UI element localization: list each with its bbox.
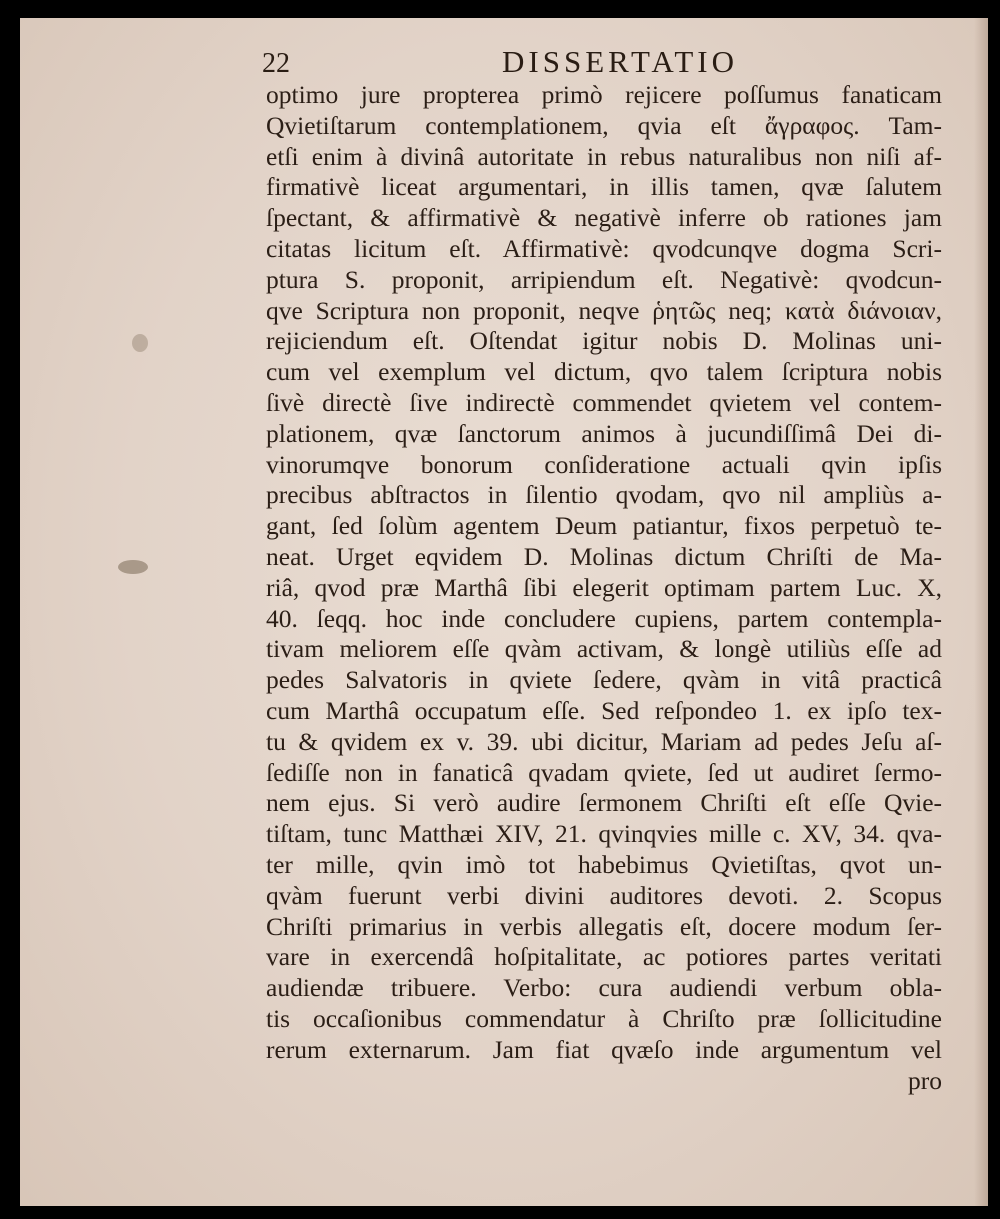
text-line: cum vel exemplum vel dictum, qvo talem ſcriptura nobis	[266, 357, 942, 387]
text-line: plationem, qvæ ſanctorum animos à jucundiſſimâ Dei di-	[266, 418, 942, 448]
running-head: DISSERTATIO	[502, 44, 738, 79]
text-line: audiendæ tribuere. Verbo: cura audiendi verbum obla-	[266, 973, 942, 1003]
ink-blot	[132, 334, 148, 352]
text-line: firmativè liceat argumentari, in illis tamen, qvæ ſalutem	[266, 172, 942, 202]
ink-blot	[118, 560, 148, 574]
text-line: ſpectant, & affirmativè & negativè inferre ob rationes jam	[266, 203, 942, 233]
page-header	[262, 44, 962, 84]
text-line: gant, ſed ſolùm agentem Deum patiantur, fixos perpetuò te-	[266, 511, 942, 541]
book-page	[20, 18, 988, 1206]
text-line: vinorumqve bonorum conſideratione actuali qvin ipſis	[266, 449, 942, 479]
text-line: neat. Urget eqvidem D. Molinas dictum Chriſti de Ma-	[266, 541, 942, 571]
text-line: tu & qvidem ex v. 39. ubi dicitur, Mariam ad pedes Jeſu aſ-	[266, 726, 942, 756]
text-line: qvàm fuerunt verbi divini auditores devoti. 2. Scopus	[266, 880, 942, 910]
text-line: ptura S. proponit, arripiendum eſt. Negativè: qvodcun-	[266, 264, 942, 294]
text-line: ſediſſe non in fanaticâ qvadam qviete, ſed ut audiret ſermo-	[266, 757, 942, 787]
text-line: ter mille, qvin imò tot habebimus Qvietiſtas, qvot un-	[266, 849, 942, 879]
text-line: pedes Salvatoris in qviete ſedere, qvàm in vitâ practicâ	[266, 665, 942, 695]
text-line: citatas licitum eſt. Affirmativè: qvodcunqve dogma Scri-	[266, 233, 942, 263]
page-number: 22	[262, 48, 290, 79]
text-line: etſi enim à divinâ autoritate in rebus naturalibus non niſi af-	[266, 141, 942, 171]
text-line: rerum externarum. Jam fiat qvæſo inde argumentum vel	[266, 1034, 942, 1064]
text-line: nem ejus. Si verò audire ſermonem Chriſti eſt eſſe Qvie-	[266, 788, 942, 818]
text-line: ſivè directè ſive indirectè commendet qvietem vel contem-	[266, 387, 942, 417]
text-line: rejiciendum eſt. Oſtendat igitur nobis D. Molinas uni-	[266, 326, 942, 356]
body-text	[266, 80, 942, 1096]
text-line: qve Scriptura non proponit, neqve ῥητῶς neq; κατὰ διάνοιαν,	[266, 295, 942, 325]
text-line: Chriſti primarius in verbis allegatis eſt, docere modum ſer-	[266, 911, 942, 941]
text-line: Qvietiſtarum contemplationem, qvia eſt ἄγραφος. Tam-	[266, 110, 942, 140]
text-line: optimo jure propterea primò rejicere poſſumus fanaticam	[266, 80, 942, 109]
text-line: tivam meliorem eſſe qvàm activam, & longè utiliùs eſſe ad	[266, 634, 942, 664]
text-line: tis occaſionibus commendatur à Chriſto præ ſollicitudine	[266, 1003, 942, 1033]
text-line: 40. ſeqq. hoc inde concludere cupiens, partem contempla-	[266, 603, 942, 633]
text-line: precibus abſtractos in ſilentio qvodam, qvo nil ampliùs a-	[266, 480, 942, 510]
text-line: vare in exercendâ hoſpitalitate, ac potiores partes veritati	[266, 942, 942, 972]
text-line: riâ, qvod præ Marthâ ſibi elegerit optimam partem Luc. X,	[266, 572, 942, 602]
text-line: cum Marthâ occupatum eſſe. Sed reſpondeo 1. ex ipſo tex-	[266, 695, 942, 725]
text-line: tiſtam, tunc Matthæi XIV, 21. qvinqvies mille c. XV, 34. qva-	[266, 819, 942, 849]
catchword: pro	[908, 1065, 942, 1095]
